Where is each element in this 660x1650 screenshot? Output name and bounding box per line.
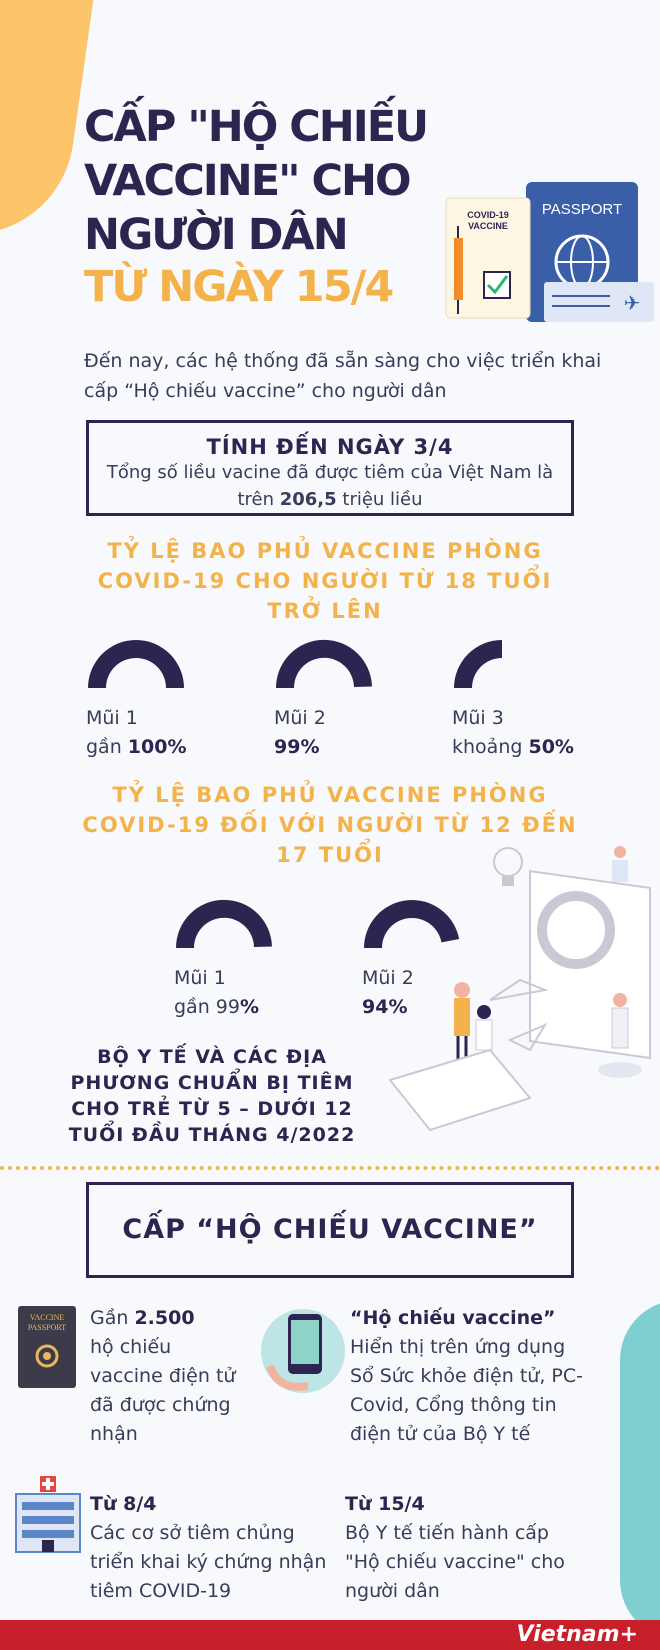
vietnamplus-logo: Vietnam+	[516, 1622, 638, 1647]
adult-dose-3-gauge	[452, 638, 552, 690]
lightbulb-icon	[494, 848, 522, 876]
app-heading: “Hộ chiếu vaccine”	[350, 1307, 556, 1329]
teen-dose-2: Mũi 2 94%	[362, 898, 462, 1022]
title-line-3: NGƯỜI DÂN	[84, 210, 347, 260]
syringe-icon	[454, 238, 463, 300]
teen-coverage-heading: TỶ LỆ BAO PHỦ VACCINE PHÒNG COVID-19 ĐỐI VỚI NGƯỜI TỪ 12 ĐẾN 17 TUỔI	[82, 783, 578, 867]
svg-text:✈: ✈	[623, 291, 641, 315]
page-title	[84, 100, 464, 262]
summary-text: Tổng số liều vacine đã được tiêm của Việt Nam là trên 206,5 triệu liều	[106, 462, 554, 510]
presentation-illustration	[380, 830, 655, 1145]
title-date: TỪ NGÀY 15/4	[84, 262, 393, 312]
svg-text:VACCINE: VACCINE	[29, 1313, 65, 1322]
from-8-4-info: Từ 8/4 Các cơ sở tiêm chủng triển khai ký chứng nhận tiêm COVID-19	[90, 1493, 327, 1602]
svg-text:PASSPORT: PASSPORT	[27, 1323, 67, 1332]
svg-text:PASSPORT: PASSPORT	[541, 201, 623, 218]
adult-coverage-heading: TỶ LỆ BAO PHỦ VACCINE PHÒNG COVID-19 CHO NGƯỜI TỪ 18 TUỔI TRỞ LÊN	[97, 539, 553, 623]
decor-blob-right	[620, 1300, 660, 1640]
adult-dose-1-gauge	[86, 638, 186, 690]
adult-dose-3: Mũi 3 khoảng 50%	[452, 638, 574, 762]
from-8-4-heading: Từ 8/4	[90, 1493, 157, 1515]
summary-heading: TÍNH ĐẾN NGÀY 3/4	[206, 435, 454, 459]
from-15-4-heading: Từ 15/4	[345, 1493, 425, 1515]
dotted-divider	[0, 1166, 660, 1170]
footer-bar	[0, 1620, 660, 1650]
intro-text: Đến nay, các hệ thống đã sẵn sàng cho việc triển khai cấp “Hộ chiếu vaccine” cho người dân	[84, 350, 602, 402]
teen-dose-1-gauge	[174, 898, 274, 950]
teen-dose-1: Mũi 1 gần 99%	[174, 898, 274, 1022]
vaccine-passport-icon	[18, 1306, 76, 1388]
title-line-2: VACCINE" CHO	[84, 156, 410, 206]
children-vaccination-note: BỘ Y TẾ VÀ CÁC ĐỊA PHƯƠNG CHUẨN BỊ TIÊM CHO TRẺ TỪ 5 – DƯỚI 12 TUỔI ĐẦU THÁNG 4/2022	[68, 1046, 356, 1146]
hospital-icon	[8, 1474, 88, 1556]
vaccine-passport-heading: CẤP “HỘ CHIẾU VACCINE”	[86, 1182, 574, 1278]
svg-text:COVID-19: COVID-19	[467, 210, 509, 220]
total-doses: 206,5	[279, 489, 337, 510]
title-line-1: CẤP "HỘ CHIẾU	[84, 102, 428, 152]
adult-dose-2: Mũi 2 99%	[274, 638, 374, 762]
svg-text:VACCINE: VACCINE	[468, 221, 508, 231]
dose-summary-box	[86, 420, 574, 516]
adult-dose-2-gauge	[274, 638, 374, 690]
envelope-icon	[390, 1050, 530, 1130]
certified-passports: Gần 2.500 hộ chiếu vaccine điện tử đã được chứng nhận	[90, 1307, 236, 1445]
phone-app-icon	[258, 1306, 348, 1396]
certified-count: 2.500	[134, 1307, 195, 1329]
app-info: “Hộ chiếu vaccine” Hiển thị trên ứng dụng Sổ Sức khỏe điện tử, PC-Covid, Cổng thông tin điện tử của Bộ Y tế	[350, 1307, 583, 1445]
from-15-4-info: Từ 15/4 Bộ Y tế tiến hành cấp "Hộ chiếu vaccine" cho người dân	[345, 1493, 565, 1602]
adult-dose-1: Mũi 1 gần 100%	[86, 638, 187, 762]
passport-illustration	[440, 180, 655, 330]
